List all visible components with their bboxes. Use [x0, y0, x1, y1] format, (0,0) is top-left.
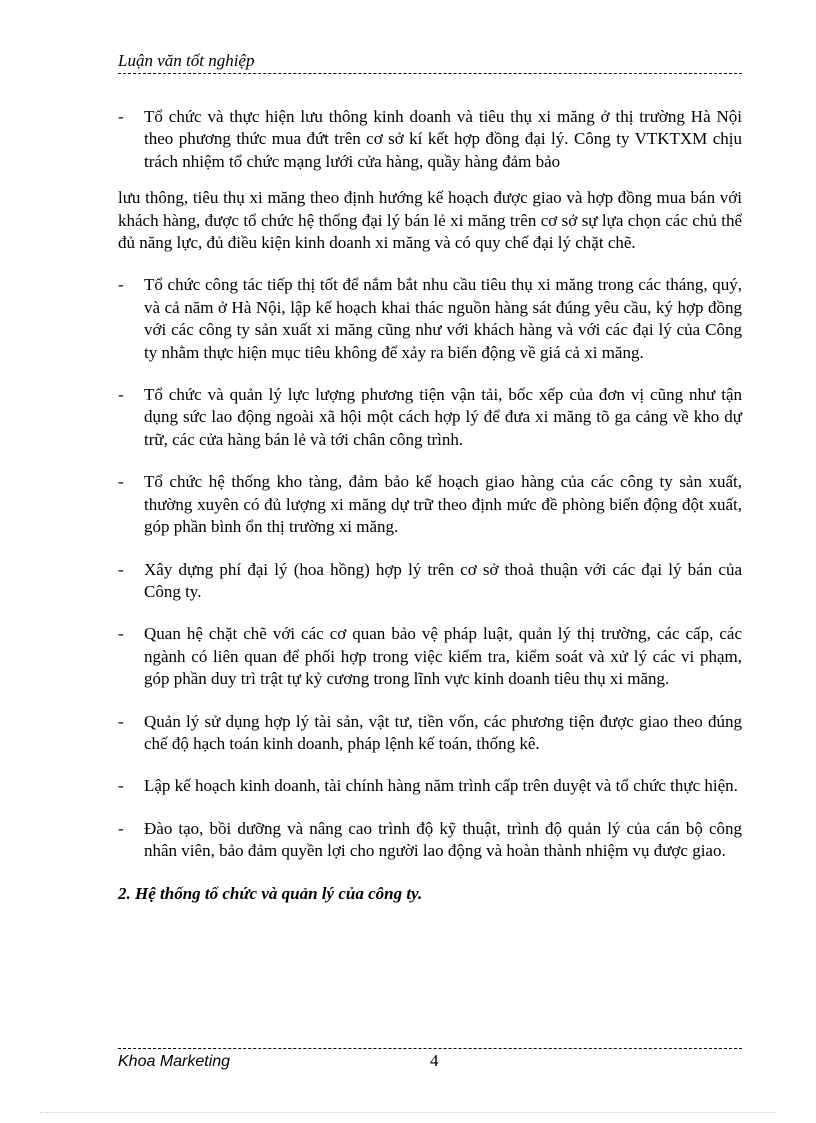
list-item [118, 775, 742, 797]
list-item [118, 384, 742, 451]
footer-organization: Khoa Marketing [118, 1053, 231, 1070]
bullet-marker: - [118, 818, 124, 838]
section-heading: 2. Hệ thống tổ chức và quản lý của công ty. [118, 883, 423, 903]
bullet-marker: - [118, 385, 124, 405]
page-header: Luận văn tốt nghiệp [118, 51, 255, 70]
bullet-marker: - [118, 624, 124, 644]
bullet-marker: - [118, 472, 124, 492]
list-item [118, 559, 742, 604]
bullet-text: Lập kế hoạch kinh doanh, tài chính hàng năm trình cấp trên duyệt và tổ chức thực hiện. [144, 776, 738, 796]
page-footer [118, 1050, 742, 1073]
continuation-paragraph: lưu thông, tiêu thụ xi măng theo định hướng kế hoạch được giao và hợp đồng mua bán với khách hàng, được tổ chức hệ thống đại lý bán lẻ xi măng trên cơ sở sự lựa chọn các chủ thể đủ năng lực, đủ điều kiện kinh doanh xi măng và có quy chế đại lý chặt chẽ. [118, 188, 742, 253]
bullet-marker: - [118, 559, 124, 579]
bullet-marker: - [118, 776, 124, 796]
bullet-marker: - [118, 107, 124, 126]
list-item [118, 818, 742, 863]
list-item [118, 274, 742, 364]
bullet-text: Tổ chức công tác tiếp thị tốt để nắm bắt nhu cầu tiêu thụ xi măng trong các tháng, quý, và cả năm ở Hà Nội, lập kế hoạch khai thác nguồn hàng sát đúng yêu cầu, ký hợp đồng với các công ty sản xuất xi măng cũng như với khách hàng và với các đại lý của Công ty nhằm thực hiện mục tiêu không để xảy ra biến động về giá cả xi măng. [144, 275, 742, 362]
bullet-text: Đào tạo, bồi dưỡng và nâng cao trình độ kỹ thuật, trình độ quản lý của cán bộ công nhân viên, bảo đảm quyền lợi cho người lao động và hoàn thành nhiệm vụ được giao. [144, 818, 742, 861]
bullet-text: Quản lý sử dụng hợp lý tài sản, vật tư, tiền vốn, các phương tiện được giao theo đúng chế độ hạch toán kinh doanh, pháp lệnh kế toán, thống kê. [144, 711, 742, 753]
footer-divider [118, 1048, 742, 1049]
bullet-text: Tổ chức và quản lý lực lượng phương tiện vận tải, bốc xếp của đơn vị cũng như tận dụng sức lao động ngoài xã hội một cách hợp lý để đưa xi măng tõ ga cảng về kho dự trữ, các cửa hàng bán lẻ và tới chân công trình. [144, 385, 742, 449]
bullet-marker: - [118, 711, 124, 731]
list-item [118, 106, 742, 173]
list-item [118, 471, 742, 538]
bullet-text: Xây dựng phí đại lý (hoa hồng) hợp lý trên cơ sở thoả thuận với các đại lý bán của Công ty. [144, 559, 742, 601]
bullet-text: Tổ chức hệ thống kho tàng, đảm bảo kế hoạch giao hàng của các công ty sản xuất, thường xuyên có đủ lượng xi măng dự trữ theo định mức đề phòng biến động đột xuất, góp phần bình ổn thị trường xi măng. [144, 472, 742, 537]
document-body [118, 106, 742, 905]
page-edge-divider [40, 1112, 776, 1113]
bullet-text: Quan hệ chặt chẽ với các cơ quan bảo vệ pháp luật, quản lý thị trường, các cấp, các ngành có liên quan để phối hợp trong việc kiểm tra, kiểm soát và xử lý các vi phạm, góp phần duy trì trật tự kỷ cương trong lĩnh vực kinh doanh tiêu thụ xi măng. [144, 624, 742, 689]
list-item [118, 711, 742, 756]
page-number: 4 [430, 1051, 439, 1070]
bullet-text: Tổ chức và thực hiện lưu thông kinh doanh và tiêu thụ xi măng ở thị trường Hà Nội theo phương thức mua đứt trên cơ sở kí kết hợp đồng đại lý. Công ty VTKTXM chịu trách nhiệm tổ chức mạng lưới cửa hàng, quầy hàng đảm bảo [144, 107, 742, 171]
header-divider [118, 73, 742, 74]
list-item [118, 623, 742, 690]
bullet-marker: - [118, 275, 124, 295]
